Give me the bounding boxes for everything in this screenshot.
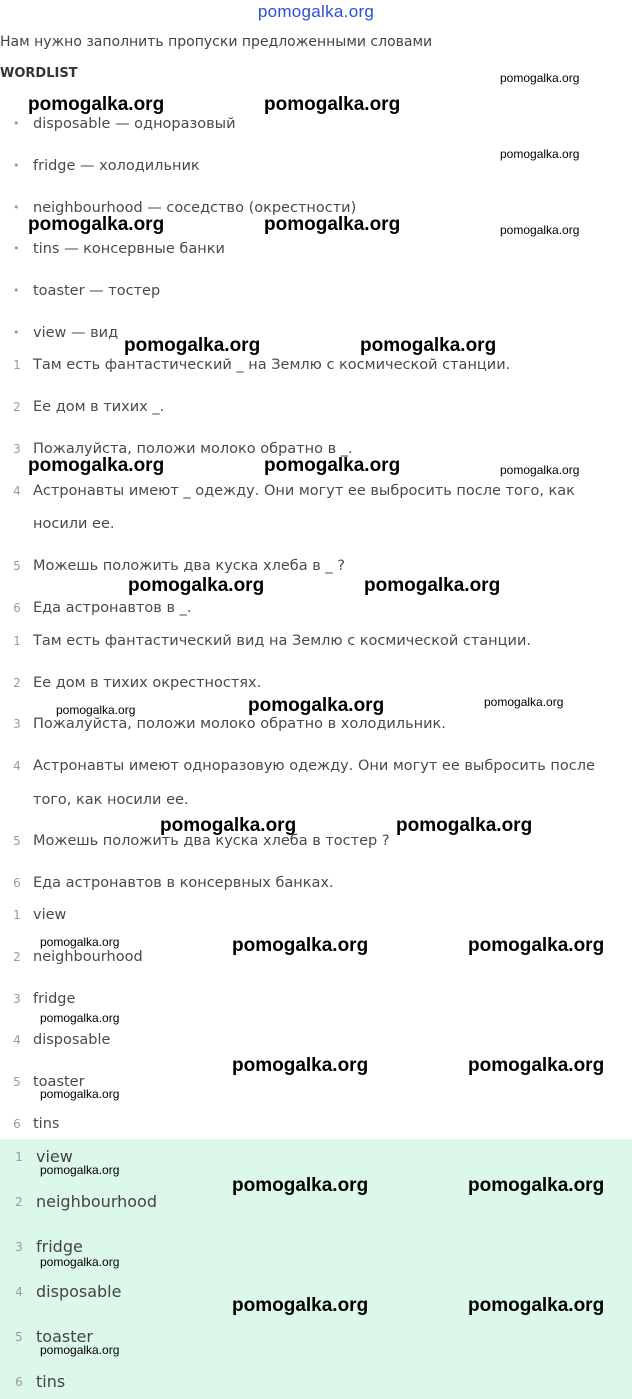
watermark: pomogalka.org	[40, 1163, 120, 1177]
watermark: pomogalka.org	[124, 335, 261, 356]
watermark: pomogalka.org	[500, 223, 580, 237]
watermark: pomogalka.org	[484, 695, 564, 709]
exercise-text: Астронавты имеют _ одежду. Они могут ее выбросить после того, как	[33, 483, 575, 499]
exercise-text: Можешь положить два куска хлеба в _ ?	[33, 558, 345, 574]
wordlist-item-text: view — вид	[33, 325, 119, 341]
answer-text: toaster	[33, 1074, 85, 1090]
item-number: 2	[13, 676, 21, 690]
exercise-text: Еда астронавтов в _.	[33, 600, 192, 616]
watermark: pomogalka.org	[28, 94, 165, 115]
wordlist-item-text: neighbourhood — соседство (окрестности)	[33, 200, 357, 216]
exercise-text: Там есть фантастический _ на Землю с космической станции.	[33, 357, 511, 373]
watermark: pomogalka.org	[468, 1175, 605, 1196]
item-number: 2	[13, 950, 21, 964]
watermark: pomogalka.org	[232, 1175, 369, 1196]
watermark: pomogalka.org	[232, 1055, 369, 1076]
watermark: pomogalka.org	[248, 695, 385, 716]
watermark: pomogalka.org	[468, 1295, 605, 1316]
item-number: 5	[13, 1075, 21, 1089]
item-number: 4	[13, 1033, 21, 1047]
watermark: pomogalka.org	[128, 575, 265, 596]
item-number: 6	[15, 1375, 23, 1389]
answer-text: fridge	[36, 1237, 83, 1256]
item-number: 5	[15, 1330, 23, 1344]
intro-text: Нам нужно заполнить пропуски предложенными словами	[0, 34, 433, 50]
watermark: pomogalka.org	[364, 575, 501, 596]
translation-text: Ее дом в тихих окрестностях.	[33, 675, 262, 691]
bullet-icon: •	[13, 159, 20, 172]
translation-text: того, как носили ее.	[33, 792, 189, 808]
watermark: pomogalka.org	[232, 1295, 369, 1316]
item-number: 1	[15, 1150, 23, 1164]
item-number: 3	[15, 1240, 23, 1254]
bullet-icon: •	[13, 201, 20, 214]
answer-text: neighbourhood	[33, 949, 143, 965]
answer-text: neighbourhood	[36, 1192, 157, 1211]
answer-text: fridge	[33, 991, 76, 1007]
watermark: pomogalka.org	[40, 1255, 120, 1269]
watermark: pomogalka.org	[40, 1087, 120, 1101]
watermark: pomogalka.org	[468, 1055, 605, 1076]
item-number: 2	[15, 1195, 23, 1209]
item-number: 6	[13, 601, 21, 615]
watermark: pomogalka.org	[160, 815, 297, 836]
exercise-text: Пожалуйста, положи молоко обратно в _.	[33, 441, 353, 457]
watermark: pomogalka.org	[500, 463, 580, 477]
answer-text: tins	[33, 1116, 60, 1132]
translation-text: Астронавты имеют одноразовую одежду. Они могут ее выбросить после	[33, 758, 595, 774]
item-number: 3	[13, 717, 21, 731]
translation-text: Там есть фантастический вид на Землю с космической станции.	[33, 633, 531, 649]
translation-text: Еда астронавтов в консервных банках.	[33, 875, 334, 891]
item-number: 3	[13, 992, 21, 1006]
site-title[interactable]: pomogalka.org	[257, 2, 375, 21]
translation-text: Можешь положить два куска хлеба в тостер ?	[33, 833, 390, 849]
answer-text: toaster	[36, 1327, 93, 1346]
answer-text: view	[33, 907, 67, 923]
bullet-icon: •	[13, 326, 20, 339]
item-number: 4	[13, 759, 21, 773]
watermark: pomogalka.org	[500, 71, 580, 85]
wordlist-item-text: disposable — одноразовый	[33, 116, 236, 132]
watermark: pomogalka.org	[264, 214, 401, 235]
bullet-icon: •	[13, 242, 20, 255]
item-number: 4	[15, 1285, 23, 1299]
item-number: 4	[13, 484, 21, 498]
watermark: pomogalka.org	[264, 455, 401, 476]
wordlist-heading: WORDLIST	[0, 66, 78, 81]
wordlist-item-text: fridge — холодильник	[33, 158, 200, 174]
watermark: pomogalka.org	[56, 703, 136, 717]
watermark: pomogalka.org	[264, 94, 401, 115]
wordlist-item-text: tins — консервные банки	[33, 241, 225, 257]
bullet-icon: •	[13, 284, 20, 297]
item-number: 1	[13, 358, 21, 372]
bullet-icon: •	[13, 117, 20, 130]
watermark: pomogalka.org	[28, 455, 165, 476]
answer-text: disposable	[36, 1282, 122, 1301]
answer-text: view	[36, 1147, 73, 1166]
exercise-text: носили ее.	[33, 516, 115, 532]
wordlist-item-text: toaster — тостер	[33, 283, 161, 299]
item-number: 3	[13, 442, 21, 456]
watermark: pomogalka.org	[40, 1011, 120, 1025]
watermark: pomogalka.org	[360, 335, 497, 356]
item-number: 6	[13, 1117, 21, 1131]
watermark: pomogalka.org	[40, 935, 120, 949]
item-number: 1	[13, 908, 21, 922]
translation-text: Пожалуйста, положи молоко обратно в холодильник.	[33, 716, 446, 732]
watermark: pomogalka.org	[28, 214, 165, 235]
item-number: 5	[13, 834, 21, 848]
answer-text: tins	[36, 1372, 66, 1391]
watermark: pomogalka.org	[40, 1343, 120, 1357]
item-number: 1	[13, 634, 21, 648]
item-number: 5	[13, 559, 21, 573]
watermark: pomogalka.org	[396, 815, 533, 836]
exercise-text: Ее дом в тихих _.	[33, 399, 165, 415]
item-number: 2	[13, 400, 21, 414]
answer-text: disposable	[33, 1032, 111, 1048]
watermark: pomogalka.org	[232, 935, 369, 956]
item-number: 6	[13, 876, 21, 890]
watermark: pomogalka.org	[500, 147, 580, 161]
watermark: pomogalka.org	[468, 935, 605, 956]
